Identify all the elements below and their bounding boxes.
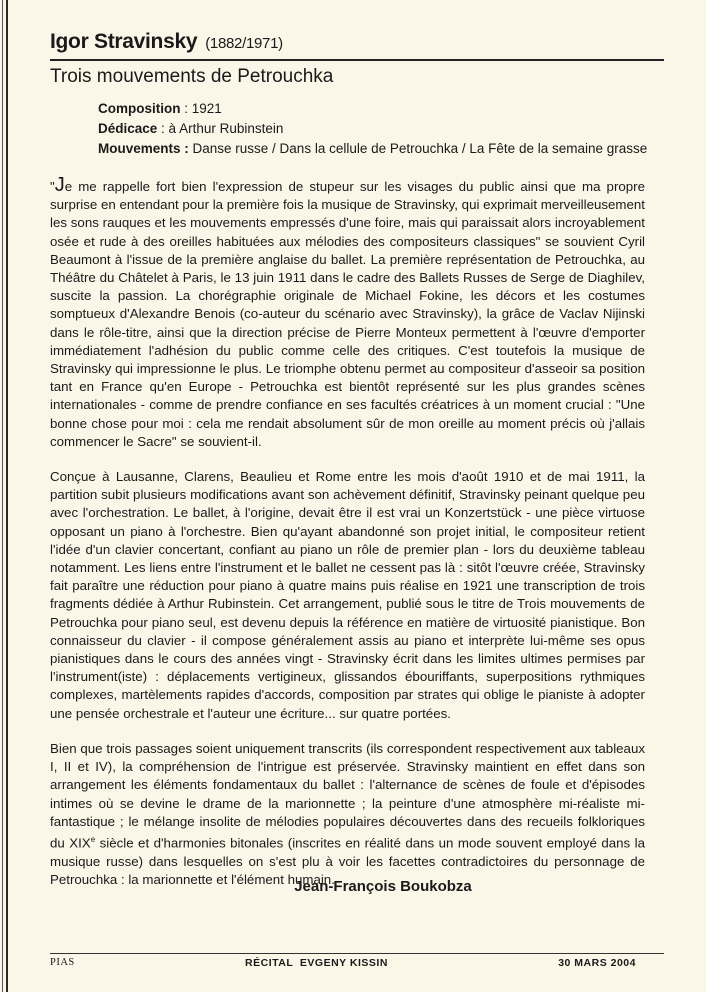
drop-cap: J <box>54 174 65 196</box>
paragraph-1-text: e me rappelle fort bien l'expression de stupeur sur les visages du public ainsi que ma propre surprise en entendant pour la première fois la musique de Stravinsky, qui exprimait merveilleusement les sons rauques et les mouvements empressés d'une foire, mais qui paraissait alors incroyablement osée et rude à des oreilles habituées aux mélodies des compositeurs classiques" se souvient Cyril Beaumont à l'issue de la première anglaise du ballet. La première représentation de Petrouchka, au Théâtre du Châtelet à Paris, le 13 juin 1911 dans le cadre des Ballets Russes de Serge de Diaghilev, suscite la passion. La chorégraphie originale de Michael Fokine, les décors et les costumes somptueux d'Alexandre Benois (co-auteur du scénario avec Stravinsky), la grâce de Vaclav Nijinski dans le rôle-titre, ainsi que la direction précise de Pierre Monteux permettent à l'œuvre d'emporter immédiatement l'adhésion du public comme celle des critiques. C'est toutefois la musique de Stravinsky qui impressionne le plus. Le triomphe obtenu permet au compositeur d'asseoir sa position tant en France qu'en Europe - Petrouchka est bientôt représenté sur les plus grandes scènes internationales - comme de prendre confiance en ses facultés créatrices à un moment crucial : "Une bonne chose pour moi : cela me rendait absolument sûr de mon oreille au moment précis où j'allais commencer le Sacre" se souvient-il. <box>50 179 645 449</box>
footer-page-mark: PIAS <box>50 957 75 968</box>
header-rule <box>50 59 664 61</box>
composition-row <box>98 99 647 119</box>
paragraph-3-text-a: Bien que trois passages soient uniquement transcrits (ils correspondent respectivement aux tableaux I, II et IV), la compréhension de l'intrigue est préservée. Stravinsky maintient en effet dans son arrangement les éléments fondamentaux du ballet : l'alternance de scènes de foule et d'épisodes intimes où se devine le drame de la marionnette ; la peinture d'une atmosphère mi-réaliste mi-fantastique ; le mélange insolite de mélodies populaires découvertes dans des recueils folkloriques du XIX <box>50 740 645 851</box>
paragraph-3-text-b: siècle et d'harmonies bitonales (inscrites en réalité dans un mode souvent employé dans la musique russe) dans lesquelles on s'est plu à voir les facettes contradictoires du personnage de Petrouchka : la marionnette et l'élément humain. <box>50 835 645 887</box>
mouvements-value: Danse russe / Dans la cellule de Petrouchka / La Fête de la semaine grasse <box>188 141 648 156</box>
work-title: Trois mouvements de Petrouchka <box>50 66 334 87</box>
composition-value: : 1921 <box>180 101 222 116</box>
footer-rule <box>50 953 664 954</box>
composer-heading <box>50 30 283 54</box>
footer-recital: RÉCITAL EVGENY KISSIN <box>245 957 388 969</box>
work-details <box>98 99 647 159</box>
mouvements-label: Mouvements : <box>98 141 189 156</box>
program-notes <box>50 174 645 906</box>
dedicace-value: : à Arthur Rubinstein <box>157 121 284 136</box>
paragraph-3 <box>50 740 645 889</box>
composer-name: Igor Stravinsky <box>50 30 198 53</box>
dedicace-label: Dédicace <box>98 121 158 136</box>
page-footer <box>50 957 636 969</box>
paragraph-1 <box>50 174 645 451</box>
dedicace-row <box>98 119 647 139</box>
paragraph-2: Conçue à Lausanne, Clarens, Beaulieu et Rome entre les mois d'août 1910 et de mai 1911, la partition subit plusieurs modifications avant son achèvement définitif, Stravinsky peinant quelque peu avec l'orchestration. Le ballet, à l'origine, devait être il est vrai un Konzertstück - une pièce virtuose opposant un piano à l'orchestre. Bien qu'ayant abandonné son projet initial, le compositeur retient l'idée d'un clavier concertant, confiant au piano un rôle de premier plan - lors du deuxième tableau notamment. Les liens entre l'instrument et le ballet ne cessent pas là : sitôt l'œuvre créée, Stravinsky fait paraître une réduction pour piano à quatre mains puis réalise en 1921 une transcription de trois fragments dédiée à Arthur Rubinstein. Cet arrangement, publié sous le titre de Trois mouvements de Petrouchka pour piano seul, est devenu depuis la référence en matière de virtuosité pianistique. Bon connaisseur du clavier - il compose généralement assis au piano et interprète lui-même ses opus pianistiques dans le cours des années vingt - Stravinsky écrit dans les limites ultimes permises par l'instrument(iste) : déplacements vertigineux, glissandos ébouriffants, superpositions rythmiques complexes, martèlements rapides d'accords, composition par strates qui oblige le pianiste à adopter une pensée orchestrale et l'auteur une écriture... sur quatre portées. <box>50 469 645 721</box>
mouvements-row <box>98 139 647 159</box>
composition-label: Composition <box>98 101 181 116</box>
composer-dates: (1882/1971) <box>205 35 283 52</box>
footer-date: 30 MARS 2004 <box>558 957 636 969</box>
page-edge-border <box>6 0 8 992</box>
century-superscript: e <box>90 834 96 844</box>
opening-quote: " <box>50 179 55 194</box>
page-edge-line <box>2 0 3 992</box>
author-signature: Jean-François Boukobza <box>294 878 472 895</box>
